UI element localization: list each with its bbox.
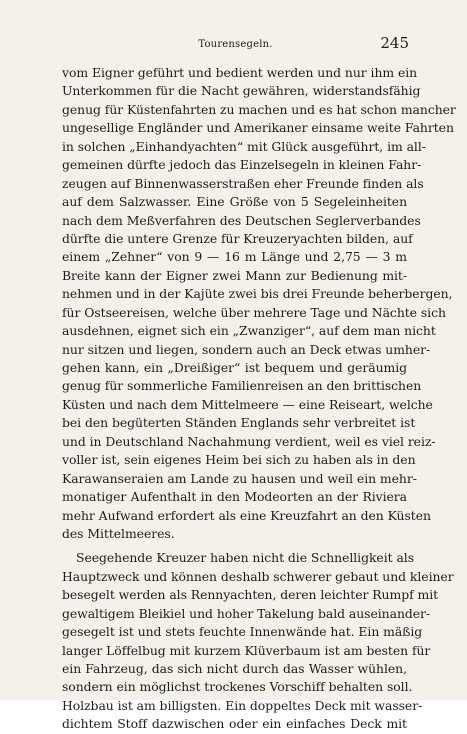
text-line: genug für sommerliche Familienreisen an den brittischen	[62, 378, 422, 394]
text-line: zeugen auf Binnenwasserstraßen eher Freunde finden als	[62, 175, 424, 191]
text-line: nach dem Meßverfahren des Deutschen Seglerverbandes	[62, 212, 421, 228]
text-line: genug für Küstenfahrten zu machen und es hat schon mancher	[62, 101, 456, 117]
text-line: Holzbau ist am billigsten. Ein doppeltes Deck mit wasser-	[62, 697, 423, 713]
text-line: langer Löffelbug mit kurzem Klüverbaum ist am besten für	[62, 642, 431, 658]
text-line: dichtem Stoff dazwischen oder ein einfaches Deck mit	[62, 716, 407, 732]
text-line: gehen kann, ein „Dreißiger“ ist bequem und geräumig	[62, 360, 407, 375]
text-line: einem „Zehner“ von 9 — 16 m Länge und 2,75 — 3 m	[62, 249, 407, 265]
text-line: gesegelt ist und stets feuchte Innenwände hat. Ein mäßig	[62, 624, 423, 640]
text-line: ungesellige Engländer und Amerikaner einsame weite Fahrten	[62, 120, 454, 136]
text-line: mehr Aufwand erfordert als eine Kreuzfahrt an den Küsten	[62, 507, 431, 523]
text-line: nur sitzen und liegen, sondern auch an Deck etwas umher-	[62, 341, 431, 357]
text-line: auf dem Salzwasser. Eine Größe von 5 Segeleinheiten	[62, 194, 407, 210]
text-line: gemeinen dürfte jedoch das Einzelsegeln in kleinen Fahr-	[62, 157, 422, 173]
running-head: Tourensegeln.	[198, 39, 273, 50]
text-line: für Ostseereisen, welche über mehrere Tage und Nächte sich	[62, 304, 446, 320]
text-line: Seegehende Kreuzer haben nicht die Schnelligkeit als	[76, 550, 414, 566]
page-header	[62, 34, 409, 52]
text-line: ein Fahrzeug, das sich nicht durch das Wasser wühlen,	[62, 661, 407, 676]
text-line: voller ist, sein eigenes Heim bei sich zu haben als in den	[62, 452, 416, 468]
text-line: gewaltigem Bleikiel und hoher Takelung bald auseinander-	[62, 605, 431, 621]
text-line: vom Eigner geführt und bedient werden und nur ihm ein	[62, 65, 418, 80]
text-line: Unterkommen für die Nacht gewähren, widerstandsfähig	[62, 83, 421, 99]
page-number: 245	[380, 34, 409, 52]
text-line: sondern ein möglichst trockenes Vorschiff behalten soll.	[62, 679, 413, 695]
text-line: besegelt werden als Rennyachten, deren leichter Rumpf mit	[62, 587, 439, 603]
text-line: nehmen und in der Kajüte zwei bis drei Freunde beherbergen,	[62, 286, 453, 302]
text-line: Karawanseraien am Lande zu hausen und weil ein mehr-	[62, 470, 417, 486]
text-line: des Mittelmeeres.	[62, 525, 175, 541]
body-text	[62, 64, 456, 734]
paragraph	[62, 549, 454, 733]
text-line: dürfte die untere Grenze für Kreuzeryachten bilden, auf	[62, 230, 413, 246]
text-line: Breite kann der Eigner zwei Mann zur Bedienung mit-	[62, 267, 407, 283]
text-line: Küsten und nach dem Mittelmeere — eine Reiseart, welche	[62, 396, 433, 412]
text-line: monatiger Aufenthalt in den Modeorten an der Riviera	[62, 489, 407, 505]
text-line: und in Deutschland Nachahmung verdient, weil es viel reiz-	[62, 433, 436, 449]
text-line: ausdehnen, eignet sich ein „Zwanziger“, auf dem man nicht	[62, 323, 436, 339]
text-line: Hauptzweck und können deshalb schwerer gebaut und kleiner	[62, 568, 454, 584]
text-line: in solchen „Einhandyachten“ mit Glück ausgeführt, im all-	[62, 138, 426, 154]
paragraph	[62, 64, 456, 543]
text-line: bei den begüterten Ständen Englands sehr verbreitet ist	[62, 415, 416, 431]
